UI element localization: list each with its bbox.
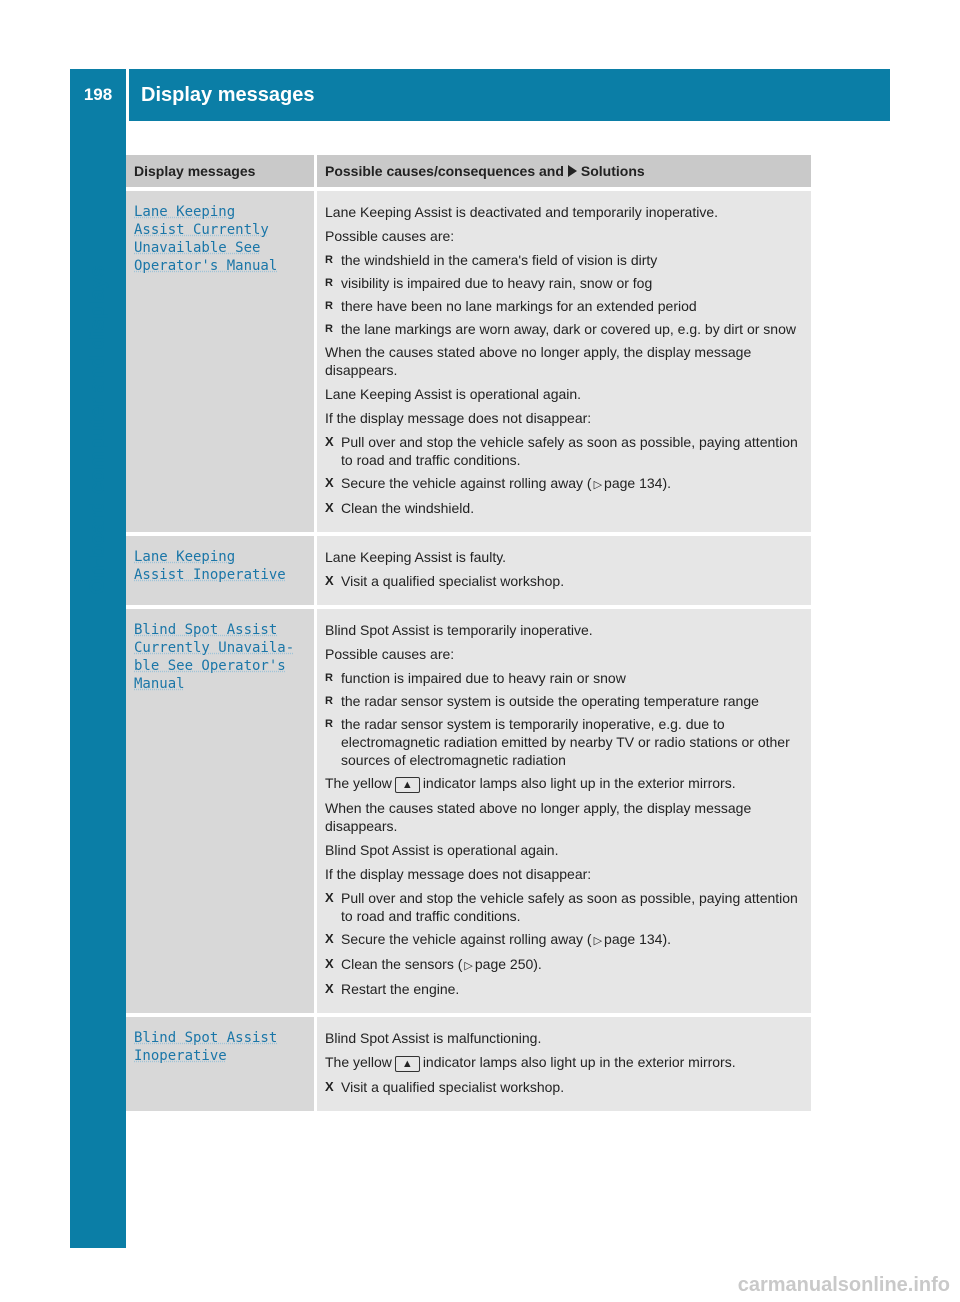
header-causes-solutions [314, 155, 811, 187]
page-number: 198 [83, 85, 113, 104]
paragraph: Lane Keeping Assist is deactivated and temporarily inoperative. [325, 204, 719, 220]
table-row [126, 187, 811, 532]
header-solutions-text: Solutions [580, 163, 645, 179]
paragraph: When the causes stated above no longer apply, the display message disappears. [325, 344, 752, 378]
bullet-item: R the radar sensor system is outside the operating temperature range [325, 692, 807, 710]
blind-spot-warning-icon: ▲ [395, 777, 420, 793]
description-cell [314, 536, 811, 605]
page-reference-link[interactable]: page 134). [604, 931, 671, 947]
message-cell [126, 609, 314, 1013]
paragraph-text: indicator lamps also light up in the exterior mirrors. [422, 775, 736, 791]
bullet-item: R the windshield in the camera's field of vision is dirty [325, 251, 807, 269]
page-title: Display messages [141, 83, 315, 106]
table-row [126, 605, 811, 1013]
display-message-link[interactable]: Blind Spot Assist Inoperative [134, 1030, 278, 1064]
step-text: Secure the vehicle against rolling away ( [341, 475, 592, 491]
header-divider [126, 69, 129, 121]
paragraph: When the causes stated above no longer apply, the display message disappears. [325, 800, 752, 834]
paragraph-text: indicator lamps also light up in the exterior mirrors. [422, 1054, 736, 1070]
table-row [126, 1013, 811, 1111]
header-display-messages: Display messages [126, 155, 314, 187]
display-message-link[interactable]: Blind Spot Assist Currently Unavaila- ble See Operator's Manual [134, 622, 295, 692]
paragraph-text: The yellow [325, 1054, 392, 1070]
display-message-link[interactable]: Lane Keeping Assist Inoperative [134, 549, 286, 583]
bullet-item: R function is impaired due to heavy rain or snow [325, 669, 807, 687]
paragraph: Possible causes are: [325, 228, 455, 244]
messages-table [126, 155, 811, 1111]
paragraph: If the display message does not disappear: [325, 410, 592, 426]
description-cell [314, 1017, 811, 1111]
paragraph: If the display message does not disappear: [325, 866, 592, 882]
step-text: Secure the vehicle against rolling away ( [341, 931, 592, 947]
step-item: X Pull over and stop the vehicle safely as soon as possible, paying attention to road and traffic conditions. [325, 889, 807, 925]
paragraph: Blind Spot Assist is operational again. [325, 842, 559, 858]
step-item: X Pull over and stop the vehicle safely as soon as possible, paying attention to road and traffic conditions. [325, 433, 807, 469]
paragraph: Blind Spot Assist is temporarily inoperative. [325, 622, 593, 638]
page-reference-link[interactable]: page 134). [604, 475, 671, 491]
step-item [325, 955, 807, 975]
paragraph: Lane Keeping Assist is operational again. [325, 386, 582, 402]
table-header-row [126, 155, 811, 187]
message-cell [126, 536, 314, 605]
table-row [126, 532, 811, 605]
display-message-link[interactable]: Lane Keeping Assist Currently Unavailable See Operator's Manual [134, 204, 278, 274]
page-reference-link[interactable]: page 250). [474, 956, 542, 972]
blind-spot-warning-icon: ▲ [395, 1056, 420, 1072]
paragraph: Blind Spot Assist is malfunctioning. [325, 1030, 542, 1046]
paragraph-text: The yellow [325, 775, 392, 791]
step-item [325, 474, 807, 494]
step-item [325, 930, 807, 950]
paragraph [325, 774, 807, 793]
step-item: X Clean the windshield. [325, 499, 807, 517]
solution-arrow-icon [568, 165, 577, 177]
chapter-label: On-board computer and displays [86, 265, 109, 595]
bullet-item: R the radar sensor system is temporarily inoperative, e.g. due to electromagnetic radiation emitted by nearby TV or radio stations or other sources of electromagnetic radiation [325, 715, 807, 769]
bullet-item: R there have been no lane markings for an extended period [325, 297, 807, 315]
paragraph [325, 1053, 807, 1072]
message-cell [126, 191, 314, 532]
description-cell [314, 191, 811, 532]
page-reference-icon: ▷ [593, 479, 603, 491]
paragraph: Possible causes are: [325, 646, 455, 662]
step-item: X Visit a qualified specialist workshop. [325, 572, 807, 590]
watermark: carmanualsonline.info [737, 1274, 950, 1296]
page-reference-icon: ▷ [593, 935, 603, 947]
message-cell [126, 1017, 314, 1111]
page-reference-icon: ▷ [464, 960, 473, 972]
description-cell [314, 609, 811, 1013]
step-item: X Restart the engine. [325, 980, 807, 998]
bullet-item: R visibility is impaired due to heavy rain, snow or fog [325, 274, 807, 292]
header-causes-text: Possible causes/consequences and [325, 163, 564, 179]
paragraph: Lane Keeping Assist is faulty. [325, 549, 507, 565]
step-item: X Visit a qualified specialist workshop. [325, 1078, 807, 1096]
bullet-item: R the lane markings are worn away, dark or covered up, e.g. by dirt or snow [325, 320, 807, 338]
step-text: Clean the sensors ( [341, 956, 463, 972]
